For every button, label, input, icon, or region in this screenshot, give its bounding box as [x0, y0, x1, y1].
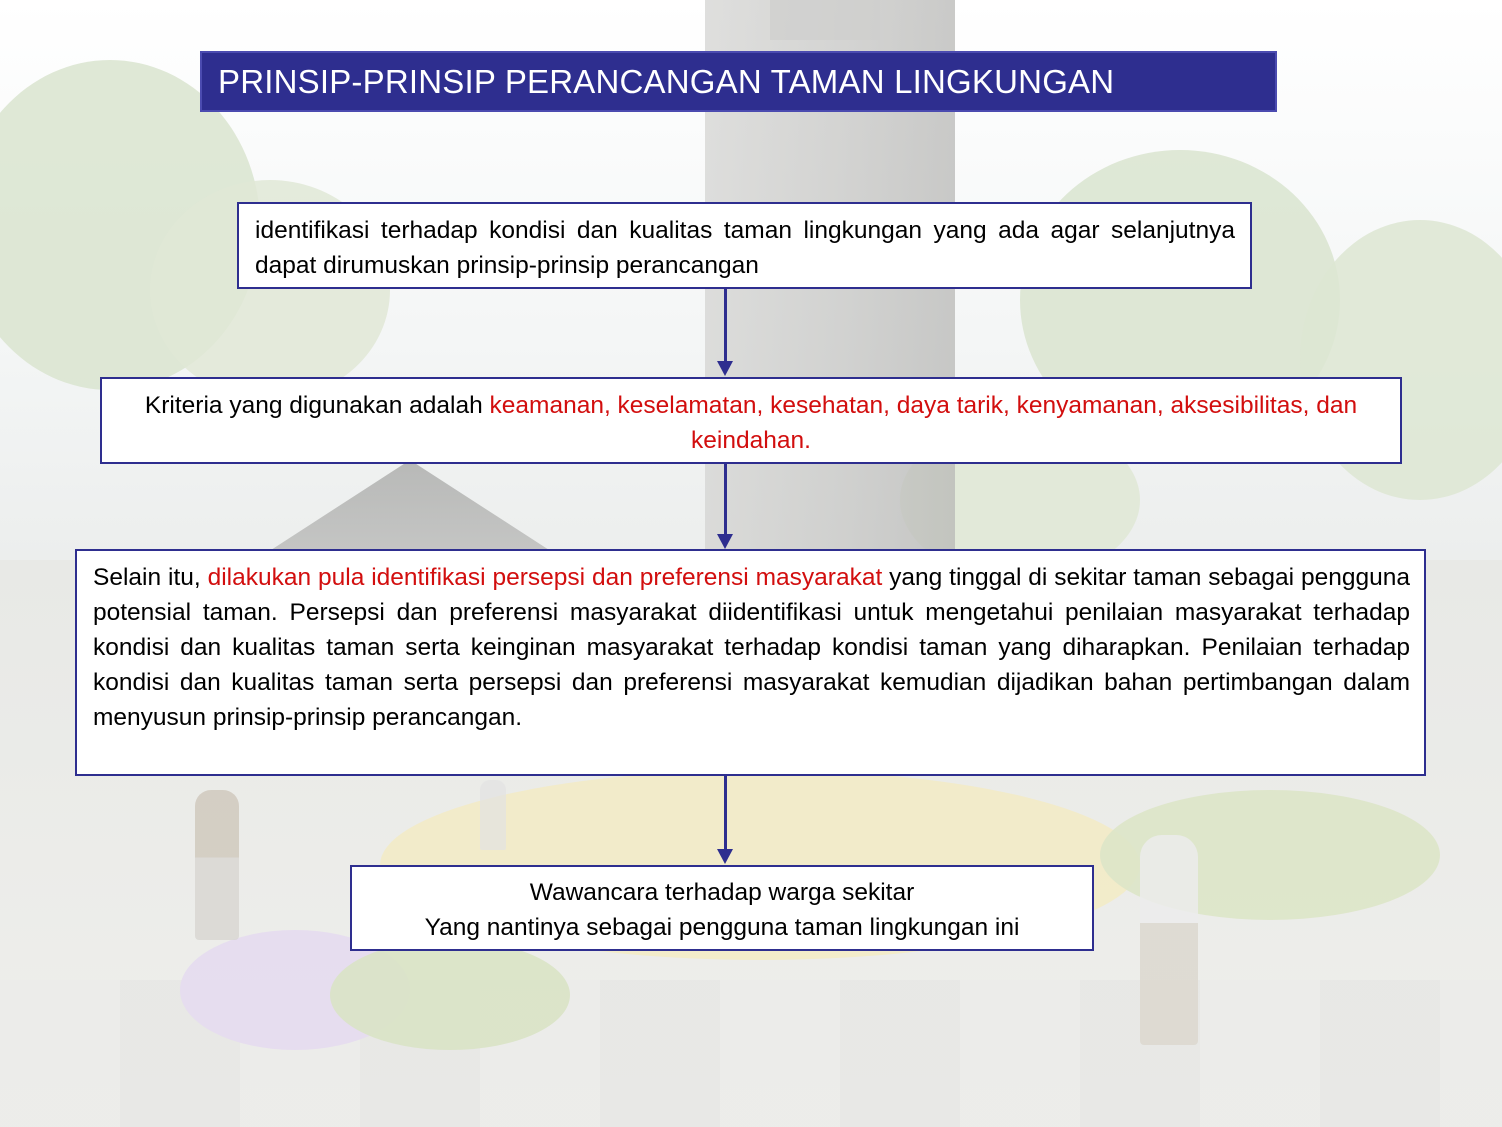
- flow-box-text: Kriteria yang digunakan adalah: [144, 392, 490, 419]
- arrow-down-icon: [717, 534, 733, 549]
- arrow-down-icon: [717, 361, 733, 376]
- background-planter-green: [330, 940, 570, 1050]
- flow-box-criteria: [100, 377, 1402, 464]
- interview-line-1: Wawancara terhadap warga sekitar: [529, 879, 915, 906]
- background-person: [195, 790, 239, 940]
- background-person: [1140, 835, 1198, 1045]
- flow-box-text: Selain itu,: [93, 564, 208, 591]
- title-banner: [200, 51, 1277, 112]
- connector-line: [724, 289, 727, 363]
- flow-box-interview: [350, 865, 1094, 951]
- flow-box-perception: [75, 549, 1426, 776]
- flow-box-text: yang tinggal di sekitar taman sebagai pengguna potensial taman. Persepsi dan preferensi masyarakat diidentifikasi untuk mengetahui penilaian masyarakat terhadap kondisi dan kualitas taman serta keinginan masyarakat terhadap kondisi taman yang diharapkan. Penilaian terhadap kondisi dan kualitas taman serta persepsi dan preferensi masyarakat kemudian dijadikan bahan pertimbangan dalam menyusun prinsip-prinsip perancangan.: [93, 564, 1411, 731]
- arrow-down-icon: [717, 849, 733, 864]
- criteria-highlight-text: keamanan, keselamatan, kesehatan, daya tarik, kenyamanan, aksesibilitas, dan keindahan.: [489, 392, 1358, 454]
- connector-line: [724, 464, 727, 536]
- slide-title: PRINSIP-PRINSIP PERANCANGAN TAMAN LINGKUNGAN: [218, 62, 1115, 100]
- perception-highlight-text: dilakukan pula identifikasi persepsi dan preferensi masyarakat: [207, 564, 883, 591]
- background-monument-top: [770, 0, 880, 40]
- interview-line-2: Yang nantinya sebagai pengguna taman lingkungan ini: [424, 914, 1020, 941]
- flow-box-identification: [237, 202, 1252, 289]
- connector-line: [724, 776, 727, 851]
- background-person: [480, 780, 506, 850]
- flow-box-text: identifikasi terhadap kondisi dan kualitas taman lingkungan yang ada agar selanjutnya dapat dirumuskan prinsip-prinsip perancangan: [255, 217, 1235, 279]
